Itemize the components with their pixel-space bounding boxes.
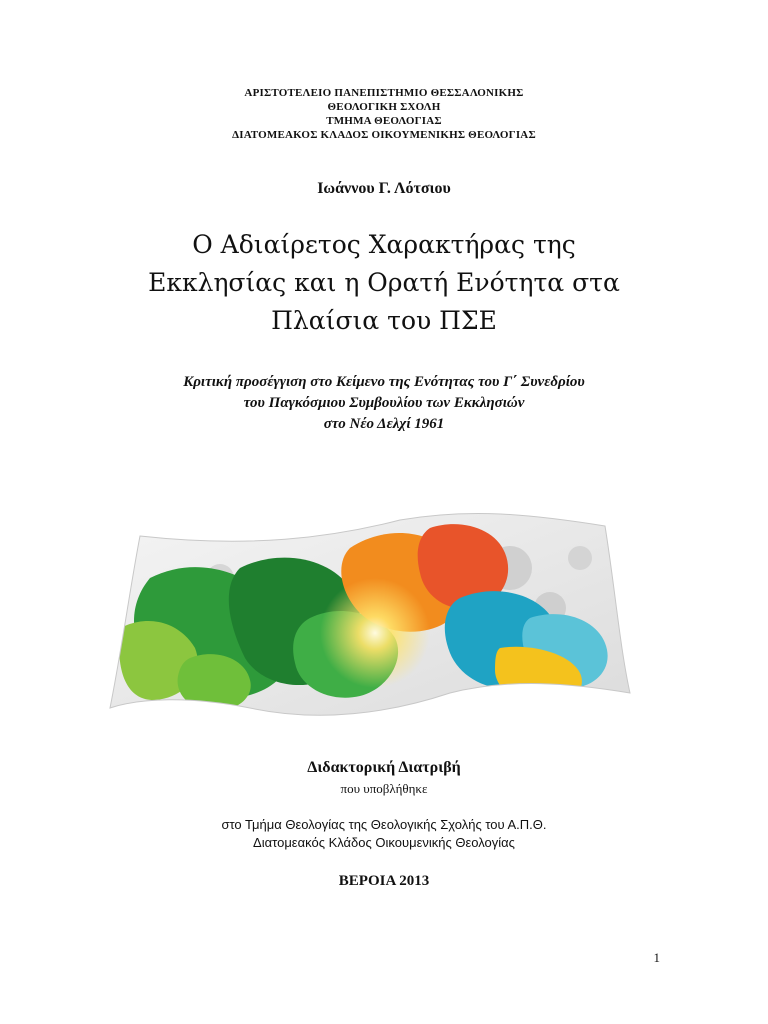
institution-header xyxy=(0,86,768,142)
institution-line: ΤΜΗΜΑ ΘΕΟΛΟΓΙΑΣ xyxy=(326,115,442,127)
place-year: ΒΕΡΟΙΑ 2013 xyxy=(338,873,430,889)
document-title xyxy=(0,226,768,340)
subtitle-line: Κριτική προσέγγιση στο Κείμενο της Ενότητας του Γ΄ Συνεδρίου xyxy=(183,374,585,390)
page-number: 1 xyxy=(653,950,660,965)
thesis-heading: Διδακτορική Διατριβή xyxy=(307,759,461,776)
institution-line: ΑΡΙΣΤΟΤΕΛΕΙΟ ΠΑΝΕΠΙΣΤΗΜΙΟ ΘΕΣΣΑΛΟΝΙΚΗΣ xyxy=(244,87,524,99)
thesis-submitted-text: που υποβλήθηκε xyxy=(340,781,428,796)
author-name: Ιωάννου Γ. Λότσιου xyxy=(317,180,451,197)
title-line: Εκκλησίας και η Ορατή Ενότητα στα xyxy=(148,268,620,297)
department-line: στο Τμήμα Θεολογίας της Θεολογικής Σχολής του Α.Π.Θ. xyxy=(221,817,547,832)
institution-line: ΔΙΑΤΟΜΕΑΚΟΣ ΚΛΑΔΟΣ ΟΙΚΟΥΜΕΝΙΚΗΣ ΘΕΟΛΟΓΙΑΣ xyxy=(232,129,536,141)
puzzle-pieces-illustration-icon xyxy=(100,508,645,726)
subtitle-line: στο Νέο Δελχί 1961 xyxy=(323,416,445,432)
subtitle-line: του Παγκόσμιου Συμβουλίου των Εκκλησιών xyxy=(243,395,525,411)
title-line: Ο Αδιαίρετος Χαρακτήρας της xyxy=(192,230,576,259)
department-info xyxy=(0,816,768,852)
department-line: Διατομεακός Κλάδος Οικουμενικής Θεολογίας xyxy=(253,835,515,850)
institution-line: ΘΕΟΛΟΓΙΚΗ ΣΧΟΛΗ xyxy=(327,101,441,113)
title-line: Πλαίσια του ΠΣΕ xyxy=(271,306,497,335)
document-subtitle xyxy=(0,372,768,435)
